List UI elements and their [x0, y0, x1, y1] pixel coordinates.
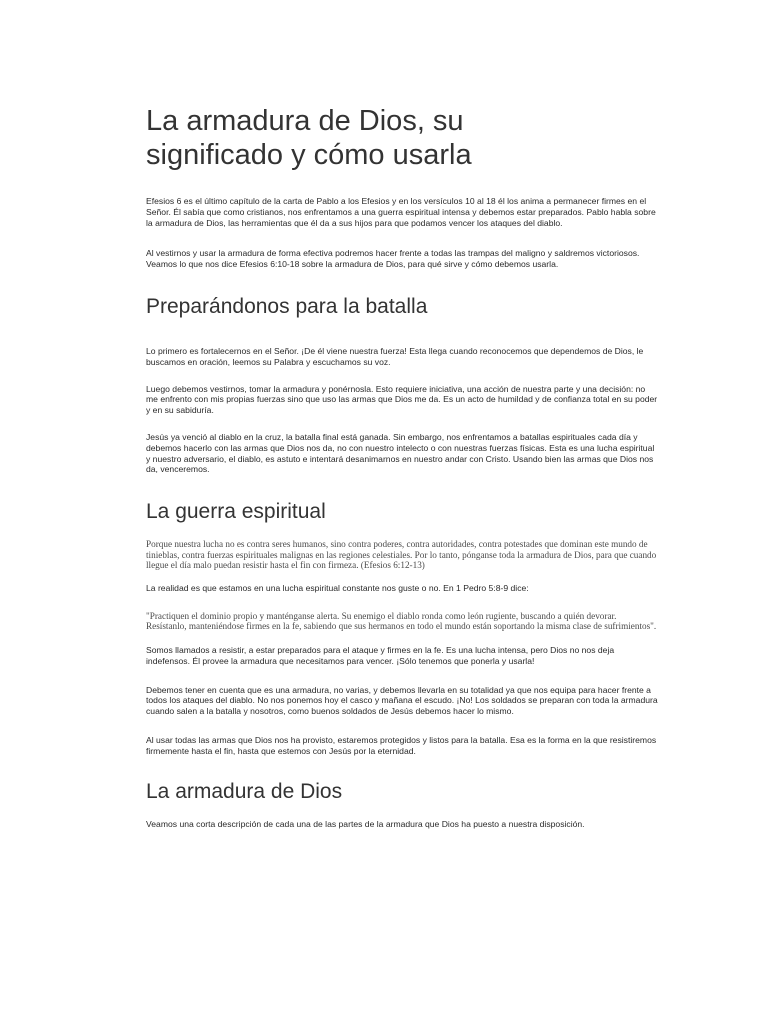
section1-paragraph-1: Lo primero es fortalecernos en el Señor. ¡De él viene nuestra fuerza! Esta llega cuando reconocemos que dependemos de Dios, le buscamos en oración, leemos su Palabra y escuchamos su voz. [146, 345, 644, 367]
article [146, 104, 658, 829]
section-heading-armadura-de-dios: La armadura de Dios [146, 779, 343, 803]
section-heading-guerra-espiritual: La guerra espiritual [146, 500, 326, 524]
section3-paragraph: Veamos una corta descripción de cada una de las partes de la armadura que Dios ha puesto a nuestra disposición. [146, 818, 585, 829]
section2-paragraph-3: Al usar todas las armas que Dios nos ha provisto, estaremos protegidos y listos para la batalla. Esa es la forma en la que resistiremos firmemente hasta el fin, hasta que estemos con Jesús por la eternidad. [146, 734, 657, 756]
intro-paragraph-1: Efesios 6 es el último capítulo de la carta de Pablo a los Efesios y en los versículos 10 al 18 él los anima a permanecer firmes en el Señor. Él sabía que como cristianos, nos enfrentamos a una guerra espiritual intensa y debemos estar preparados. Pablo habla sobre la armadura de Dios, las herramientas que él da a sus hijos para que podamos vencer los ataques del diablo. [146, 196, 656, 228]
section2-intro-paragraph: La realidad es que estamos en una lucha espiritual constante nos guste o no. En 1 Pedro 5:8-9 dice: [146, 582, 529, 593]
section2-paragraph-2: Debemos tener en cuenta que es una armadura, no varias, y debemos llevarla en su totalidad ya que nos equipa para hacer frente a todos los ataques del diablo. No nos ponemos hoy el casco y mañana el escudo. ¡No! Los soldados se preparan con toda la armadura cuando salen a la batalla y nosotros, como buenos soldados de Jesús debemos hacer lo mismo. [146, 684, 658, 717]
section-heading-preparandonos: Preparándonos para la batalla [146, 294, 428, 318]
section1-paragraph-2: Luego debemos vestirnos, tomar la armadura y ponérnosla. Esto requiere iniciativa, una acción de nuestra parte y una decisión: no me enfrento con mis propias fuerzas sino que uso las armas que Dios me da. Es un acto de humildad y de confianza total en su poder y en su sabiduría. [146, 383, 658, 416]
section1-paragraph-3: Jesús ya venció al diablo en la cruz, la batalla final está ganada. Sin embargo, nos enfrentamos a batallas espirituales cada día y debemos hacerlo con las armas que Dios nos da, no con nuestro intelecto o con nuestras fuerzas físicas. Esta es una lucha espiritual y nuestro adversario, el diablo, es astuto e intentará desanimarnos en nuestro andar con Cristo. Usando bien las armas que Dios nos da, venceremos. [146, 431, 655, 475]
article-title: La armadura de Dios, su significado y cómo usarla [146, 105, 472, 171]
intro-paragraph-2: Al vestirnos y usar la armadura de forma efectiva podremos hacer frente a todas las trampas del maligno y saldremos victoriosos. Veamos lo que nos dice Efesios 6:10-18 sobre la armadura de Dios, para qué sirve y cómo debemos usarla. [146, 248, 640, 270]
bible-quote-pedro: "Practiquen el dominio propio y manténganse alerta. Su enemigo el diablo ronda como león rugiente, buscando a quién devorar. Resístanlo, manteniéndose firmes en la fe, sabiendo que sus hermanos en todo el mundo están soportando la misma clase de sufrimientos". [146, 610, 657, 632]
section2-paragraph-1: Somos llamados a resistir, a estar preparados para el ataque y firmes en la fe. Es una lucha intensa, pero Dios no nos deja indefensos. Él provee la armadura que necesitamos para vencer. ¡Sólo tenemos que ponerla y usarla! [146, 644, 615, 666]
bible-quote-efesios: Porque nuestra lucha no es contra seres humanos, sino contra poderes, contra autoridades, contra potestades que dominan este mundo de tinieblas, contra fuerzas espirituales malignas en las regiones celestiales. Por lo tanto, pónganse toda la armadura de Dios, para que cuando llegue el día malo puedan resistir hasta el fin con firmeza. (Efesios 6:12-13) [146, 539, 657, 571]
